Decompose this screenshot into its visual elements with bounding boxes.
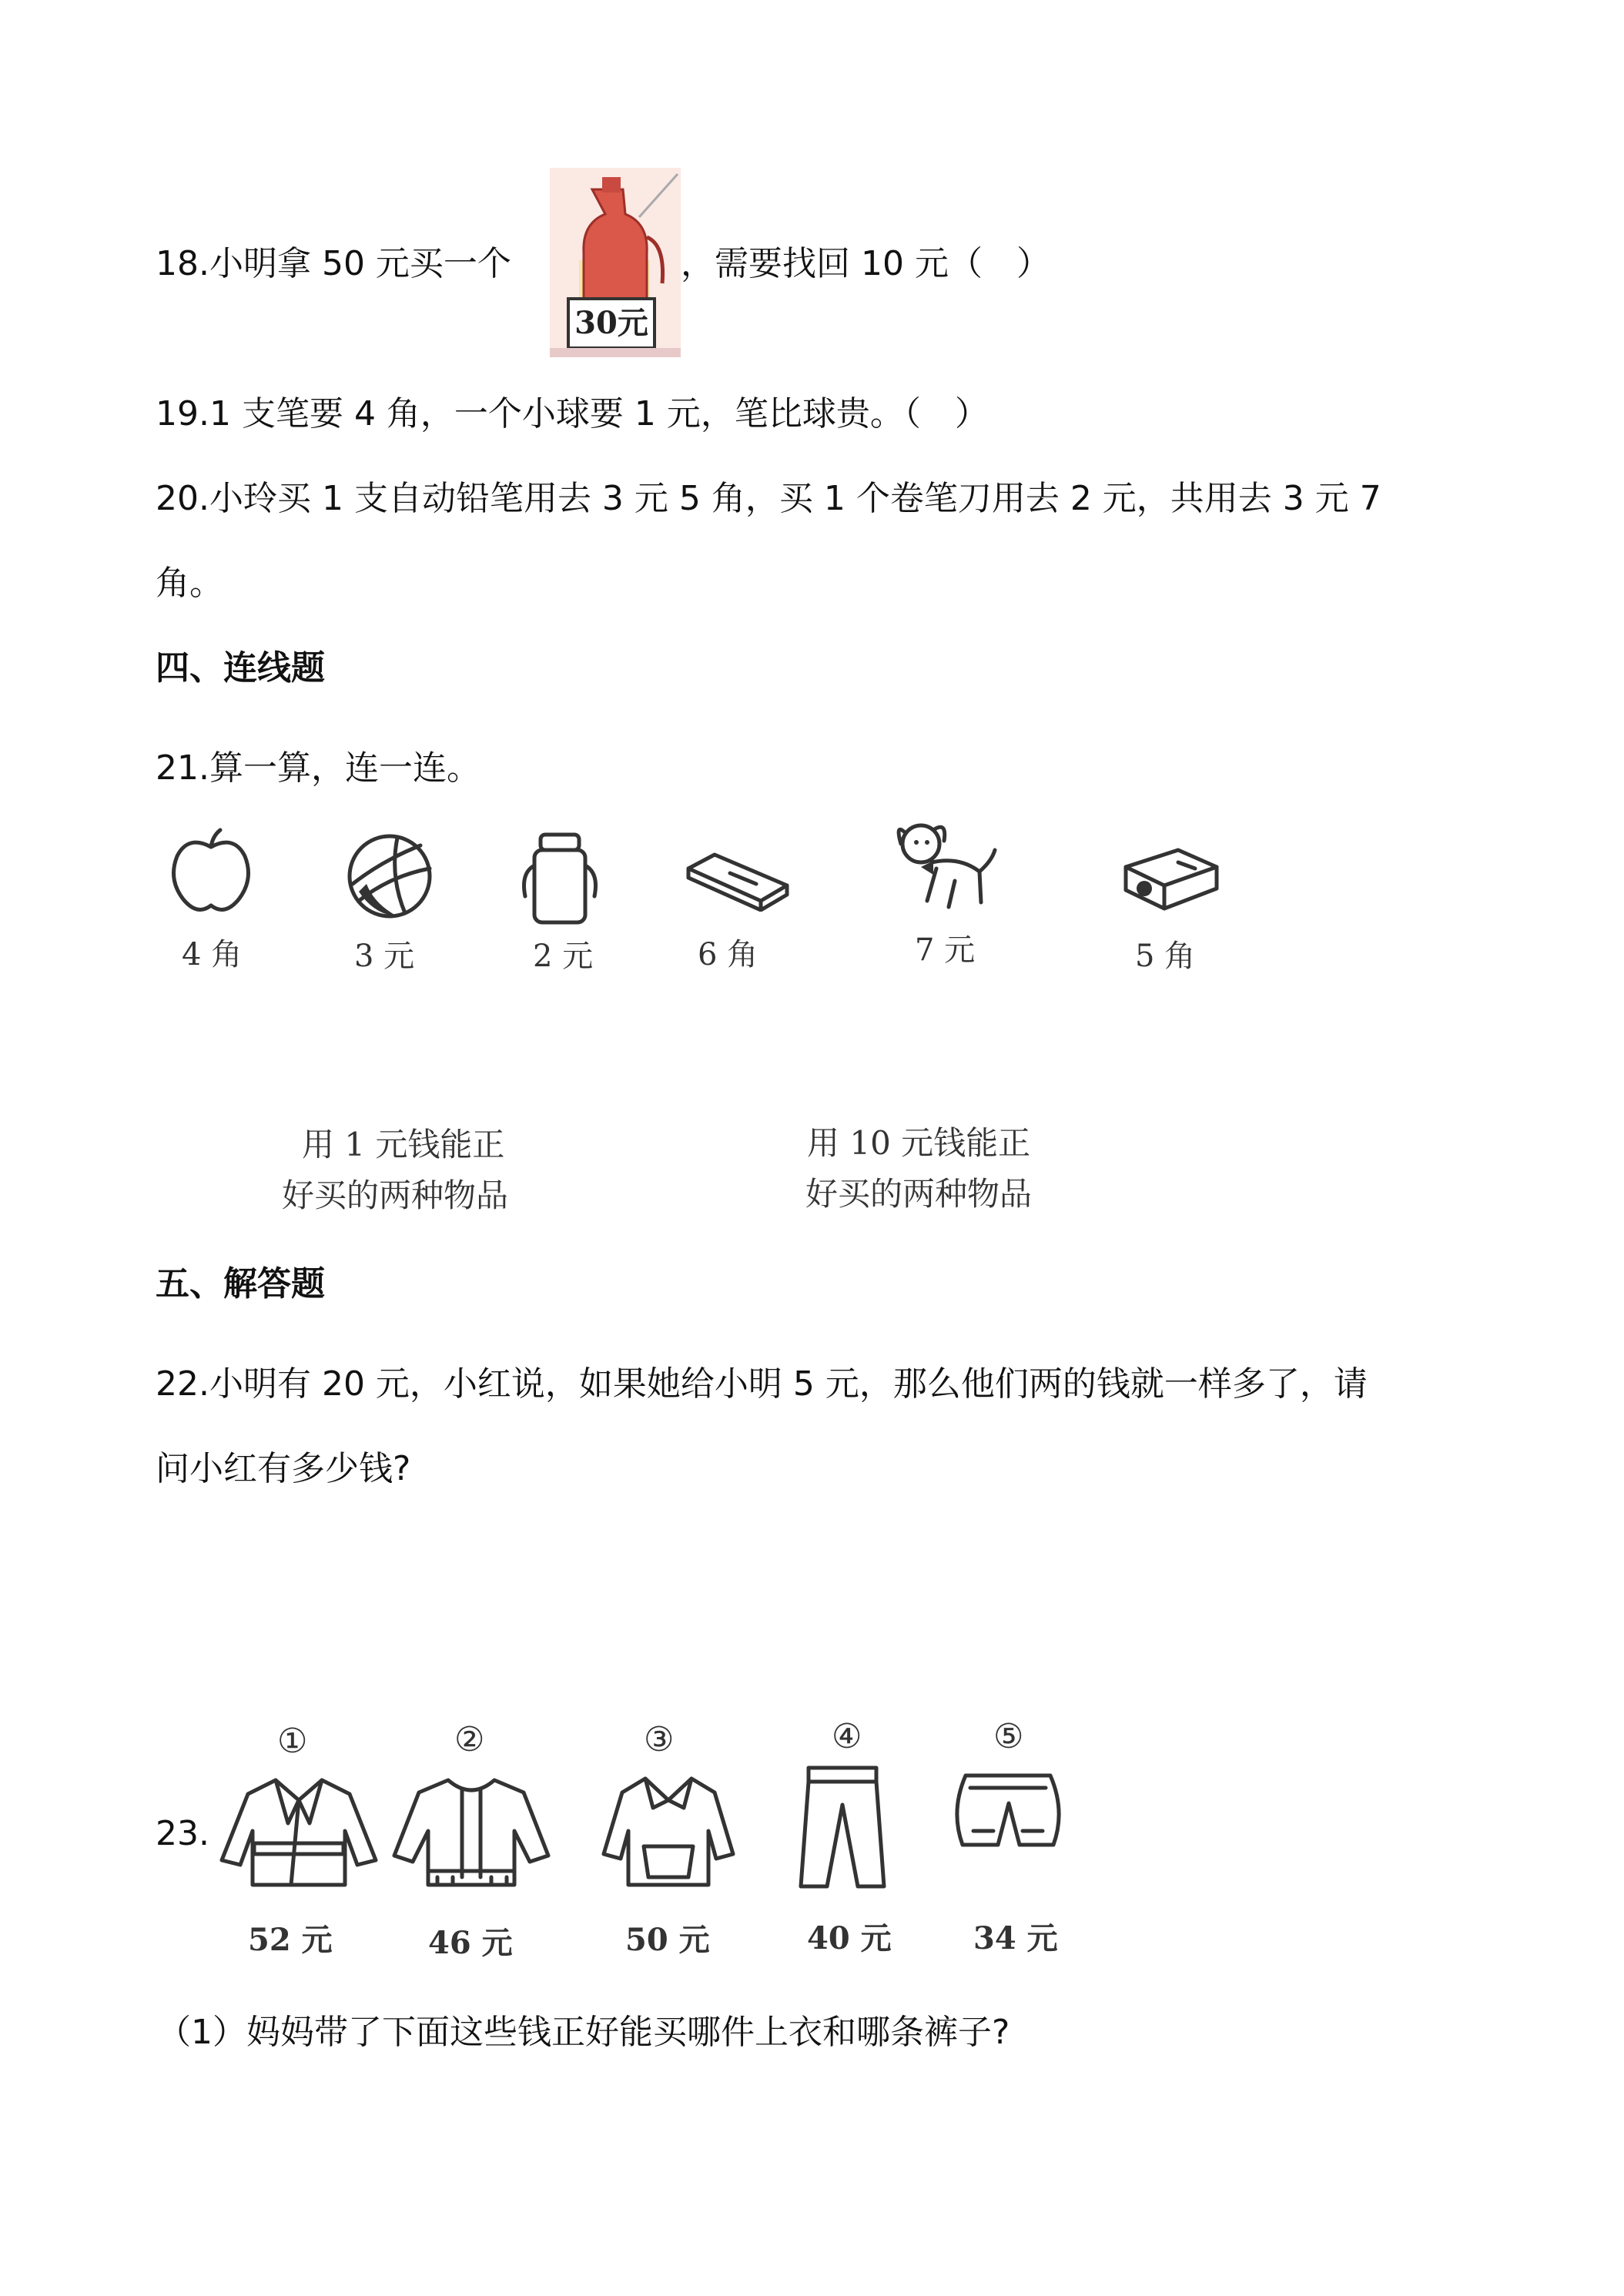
sweater-icon [391,1769,553,1896]
eraser-icon [684,850,792,915]
box-right-line-2: 好买的两种物品 [805,1175,1033,1213]
section-4-title: 四、连线题 [156,648,325,688]
toy-dog-icon [890,818,998,921]
item-number: ③ [644,1720,675,1759]
price-label: 40 元 [807,1920,892,1956]
q21-text: 21.算一算，连一连。 [156,748,481,788]
price-label: 34 元 [973,1920,1058,1956]
q20-line-2: 角。 [156,564,223,603]
q20-line-1: 20.小玲买 1 支自动铅笔用去 3 元 5 角，买 1 个卷笔刀用去 2 元，共用去 3 元 7 [156,479,1381,518]
coat-icon [214,1769,383,1896]
price-tag: 30元 [574,305,648,341]
price-label: 4 角 [182,937,243,972]
price-label: 50 元 [625,1922,710,1958]
q22-line-2: 问小红有多少钱? [156,1449,411,1488]
item-number: ② [454,1720,485,1759]
price-label: 7 元 [915,932,976,968]
q23-number: 23. [156,1814,209,1853]
section-5-title: 五、解答题 [156,1264,325,1304]
price-label: 52 元 [248,1922,333,1958]
price-label: 5 角 [1135,939,1196,974]
item-number: ④ [832,1717,862,1756]
item-number: ① [277,1722,308,1761]
thermos-icon [550,168,681,357]
price-label: 6 角 [698,937,758,972]
ball-icon [343,830,436,925]
q23-sub-1: （1）妈妈带了下面这些钱正好能买哪件上衣和哪条裤子? [157,2013,1010,2052]
q19-line: 19.1 支笔要 4 角，一个小球要 1 元，笔比球贵。（ ） [156,394,989,433]
shorts-icon [950,1765,1066,1860]
long-pants-icon [793,1762,893,1896]
box-left-line-2: 好买的两种物品 [282,1176,509,1214]
apple-icon [165,825,257,921]
box-left-line-1: 用 1 元钱能正 [302,1126,505,1163]
hoodie-icon [599,1769,738,1896]
price-label: 2 元 [533,939,594,974]
price-label: 46 元 [428,1925,513,1961]
q18-text-after: ，需要找回 10 元（ ） [681,244,1050,283]
q18-text-after-line [681,241,1050,287]
price-label: 3 元 [354,939,415,974]
item-number: ⑤ [993,1717,1024,1756]
pencil-sharpener-icon [1121,844,1221,916]
q18-line [156,241,511,287]
box-right-line-1: 用 10 元钱能正 [807,1124,1031,1162]
q22-line-1: 22.小明有 20 元，小红说，如果她给小明 5 元，那么他们两的钱就一样多了，请 [156,1364,1368,1404]
q18-text-before: 18.小明拿 50 元买一个 [156,244,511,283]
cup-icon [517,827,602,930]
